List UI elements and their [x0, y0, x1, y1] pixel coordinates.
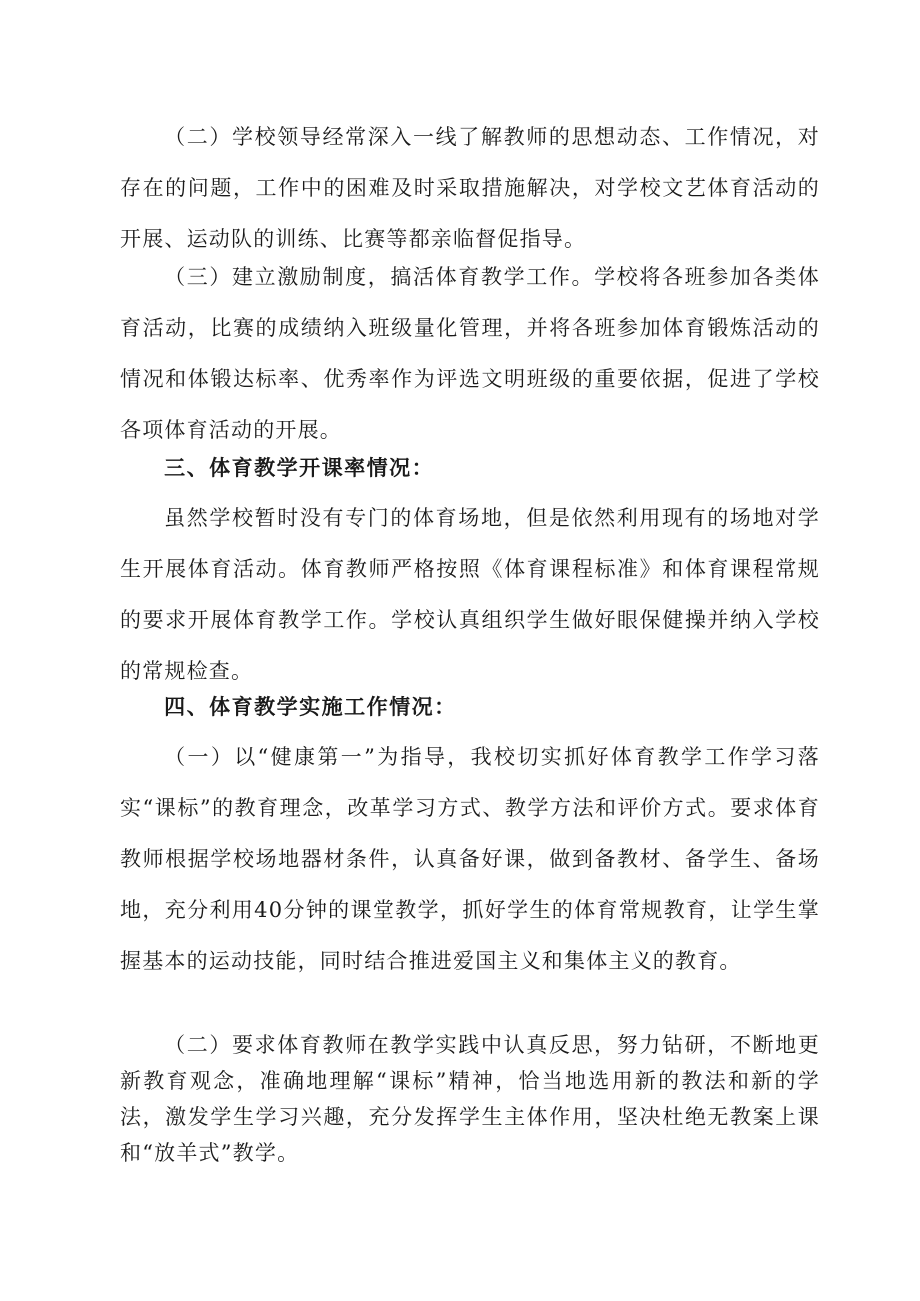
section-heading-course-rate: 三、体育教学开课率情况：: [164, 456, 435, 480]
section-heading-implementation: 四、体育教学实施工作情况：: [164, 695, 457, 719]
paragraph-leadership-guidance: （二）学校领导经常深入一线了解教师的思想动态、工作情况，对存在的问题，工作中的困难及时采取措施解决，对学校文艺体育活动的开展、运动队的训练、比赛等都亲临督促指导。: [120, 125, 820, 251]
paragraph-health-first: （一）以“健康第一”为指导，我校切实抓好体育教学工作学习落实“课标”的教育理念，改革学习方式、教学方法和评价方式。要求体育教师根据学校场地器材条件，认真备好课，做到备教材、备学生、备场地，充分利用40分钟的课堂教学，抓好学生的体育常规教育，让学生掌握基本的运动技能，同时结合推进爱国主义和集体主义的教育。: [120, 745, 820, 973]
paragraph-course-rate: 虽然学校暂时没有专门的体育场地，但是依然利用现有的场地对学生开展体育活动。体育教师严格按照《体育课程标准》和体育课程常规的要求开展体育教学工作。学校认真组织学生做好眼保健操并纳入学校的常规检查。: [120, 506, 820, 683]
paragraph-incentive-system: （三）建立激励制度，搞活体育教学工作。学校将各班参加各类体育活动，比赛的成绩纳入班级量化管理，并将各班参加体育锻炼活动的情况和体锻达标率、优秀率作为评选文明班级的重要依据，促进了学校各项体育活动的开展。: [120, 265, 820, 442]
paragraph-teacher-reflection: （二）要求体育教师在教学实践中认真反思，努力钻研，不断地更新教育观念，准确地理解“课标”精神，恰当地选用新的教法和新的学法，激发学生学习兴趣，充分发挥学生主体作用，坚决杜绝无教案上课和“放羊式”教学。: [120, 1033, 820, 1165]
